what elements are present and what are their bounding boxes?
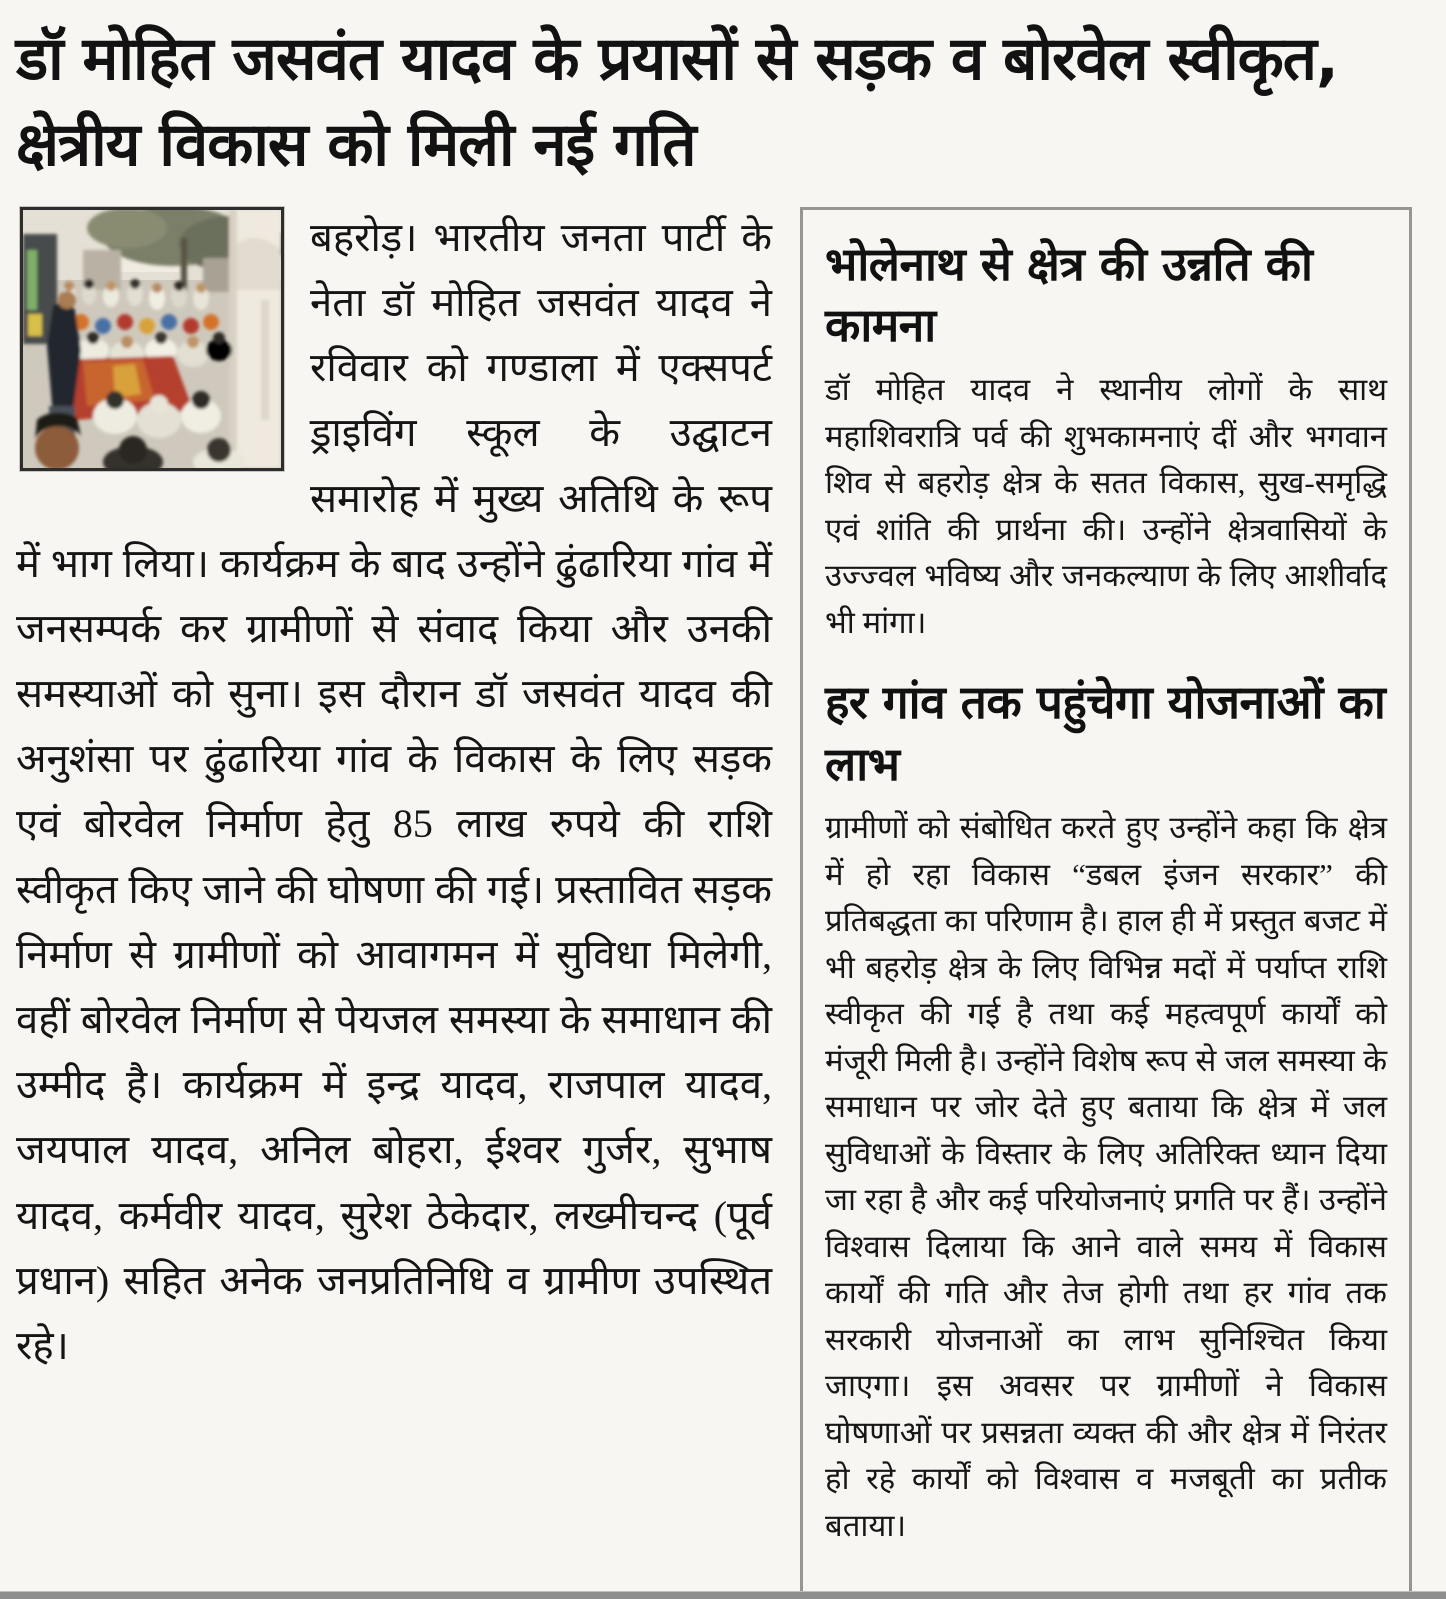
sidebar-section-1-body: डॉ मोहित यादव ने स्थानीय लोगों के साथ महाशिवरात्रि पर्व की शुभकामनाएं दीं और भगवान शिव से बहरोड़ क्षेत्र के सतत विकास, सुख-समृद्धि एवं शांति की प्रार्थना की। उन्होंने क्षेत्रवासियों के उज्ज्वल भविष्य और जनकल्याण के लिए आशीर्वाद भी मांगा। [825,372,1387,640]
sidebar-section-1-heading: भोलेनाथ से क्षेत्र की उन्नति की कामना [825,236,1313,353]
headline: डॉ मोहित जसवंत यादव के प्रयासों से सड़क व बोरवेल स्वीकृत, क्षेत्रीय विकास को मिली नई गति [16,24,1338,181]
sidebar-section-1 [825,234,1387,646]
crowd-photo-illustration [23,210,281,468]
article-body: बहरोड़। भारतीय जनता पार्टी के नेता डॉ मोहित जसवंत यादव ने रविवार को गण्डाला में एक्सपर्ट ड्राइविंग स्कूल के उद्घाटन समारोह में मुख्य अतिथि के रूप में भाग लिया। कार्यक्रम के बाद उन्होंने ढुंढारिया गांव में जनसम्पर्क कर ग्रामीणों से संवाद किया और उनकी समस्याओं को सुना। इस दौरान डॉ जसवंत यादव की अनुशंसा पर ढुंढारिया गांव के विकास के लिए सड़क एवं बोरवेल निर्माण हेतु 85 लाख रुपये की राशि स्वीकृत किए जाने की घोषणा की गई। प्रस्तावित सड़क निर्माण से ग्रामीणों को आवागमन में सुविधा मिलेगी, वहीं बोरवेल निर्माण से पेयजल समस्या के समाधान की उम्मीद है। कार्यक्रम में इन्द्र यादव, राजपाल यादव, जयपाल यादव, अनिल बोहरा, ईश्वर गुर्जर, सुभाष यादव, कर्मवीर यादव, सुरेश ठेकेदार, लख्मीचन्द (पूर्व प्रधान) सहित अनेक जनप्रतिनिधि व ग्रामीण उपस्थित रहे। [16,214,772,1368]
sidebar-section-2-body: ग्रामीणों को संबोधित करते हुए उन्होंने कहा कि क्षेत्र में हो रहा विकास “डबल इंजन सरकार” की प्रतिबद्धता का परिणाम है। हाल ही में प्रस्तुत बजट में भी बहरोड़ क्षेत्र के लिए विभिन्न मदों में पर्याप्त राशि स्वीकृत की गई है तथा कई महत्वपूर्ण कार्यों को मंजूरी मिली है। उन्होंने विशेष रूप से जल समस्या के समाधान पर जोर देते हुए बताया कि क्षेत्र में जल सुविधाओं के विस्तार के लिए अतिरिक्त ध्यान दिया जा रहा है और कई परियोजनाएं प्रगति पर हैं। उन्होंने विश्वास दिलाया कि आने वाले समय में विकास कार्यों की गति और तेज होगी तथा हर गांव तक सरकारी योजनाओं का लाभ सुनिश्चित किया जाएगा। इस अवसर पर ग्रामीणों ने विकास घोषणाओं पर प्रसन्नता व्यक्त की और क्षेत्र में निरंतर हो रहे कार्यों को विश्वास व मजबूती का प्रतीक बताया। [825,810,1387,1543]
sidebar-section-2-heading: हर गांव तक पहुंचेगा योजनाओं का लाभ [825,675,1386,791]
article-photo [20,207,284,471]
bottom-divider [0,1591,1446,1599]
sidebar-section-2 [825,672,1387,1549]
sidebar-box [800,207,1412,1599]
article-columns [0,199,1446,1599]
main-article [16,199,772,1378]
